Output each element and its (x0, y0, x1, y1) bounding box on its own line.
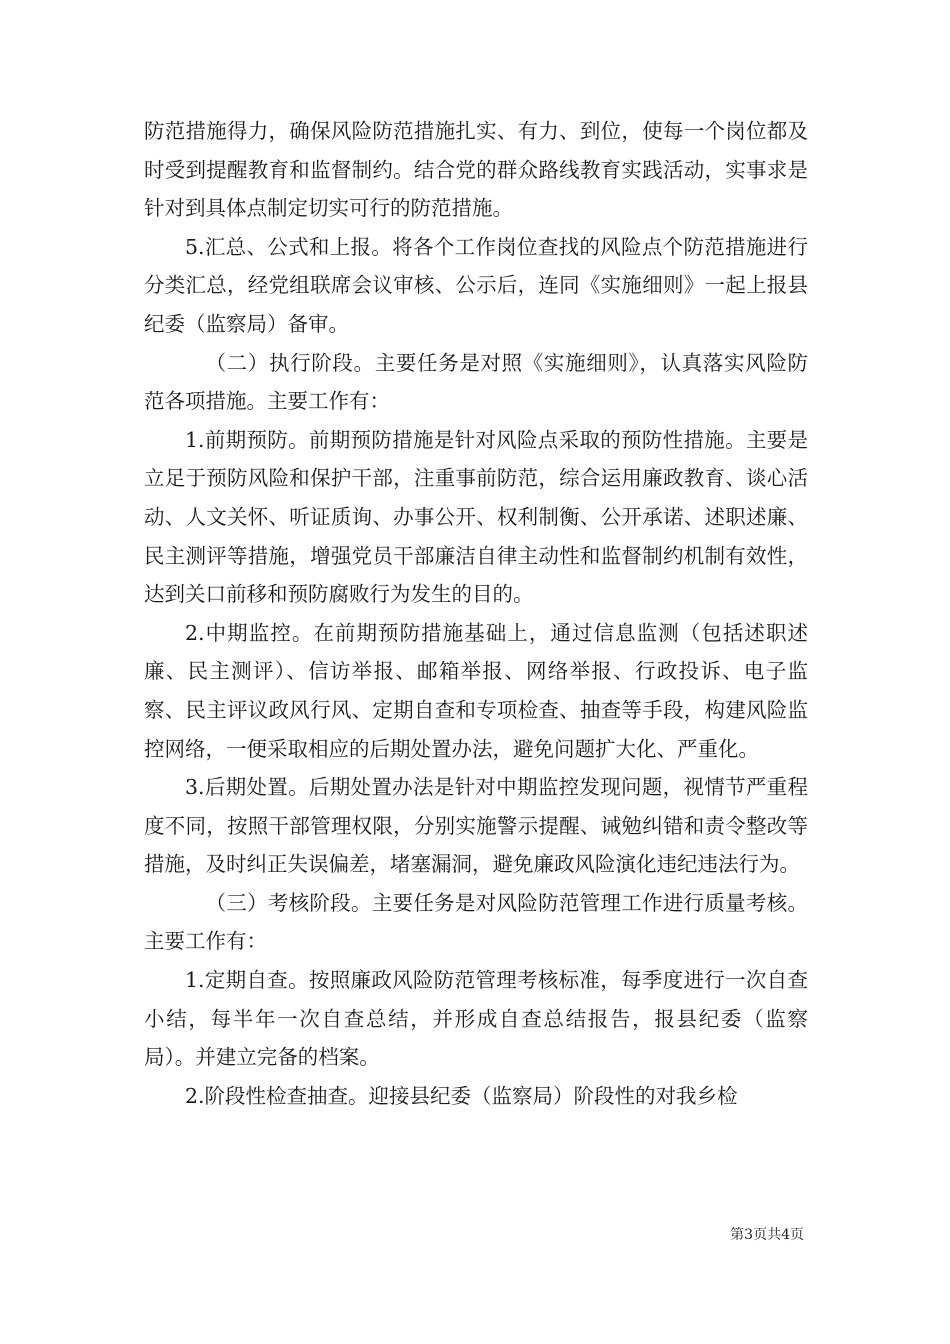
paragraph-item-1-self-check: 1.定期自查。按照廉政风险防范管理考核标准，每季度进行一次自查小结，每半年一次自查总结，并形成自查总结报告，报县纪委（监察局）。并建立完备的档案。 (144, 968, 808, 1070)
paragraph-item-1-prevention: 1.前期预防。前期预防措施是针对风险点采取的预防性措施。主要是立足于预防风险和保护干部，注重事前防范，综合运用廉政教育、谈心活动、人文关怀、听证质询、办事公开、权利制衡、公开承诺、述职述廉、民主测评等措施，增强党员干部廉洁自律主动性和监督制约机制有效性，达到关口前移和预防腐败行为发生的目的。 (144, 427, 808, 607)
section-heading-assessment: （三）考核阶段。主要任务是对风险防范管理工作进行质量考核。主要工作有： (144, 890, 808, 954)
document-body (144, 112, 808, 1115)
paragraph-item-3-handling: 3.后期处置。后期处置办法是针对中期监控发现问题，视情节严重程度不同，按照干部管理权限，分别实施警示提醒、诫勉纠错和责令整改等措施，及时纠正失误偏差，堵塞漏洞，避免廉政风险演化违纪违法行为。 (144, 775, 808, 877)
page-number-footer: 第3页共4页 (730, 1227, 804, 1243)
paragraph-item-2-monitoring: 2.中期监控。在前期预防措施基础上，通过信息监测（包括述职述廉、民主测评）、信访举报、邮箱举报、网络举报、行政投诉、电子监察、民主评议政风行风、定期自查和专项检查、抽查等手段，构建风险监控网络，一便采取相应的后期处置办法，避免问题扩大化、严重化。 (144, 620, 808, 761)
paragraph-item-5: 5.汇总、公式和上报。将各个工作岗位查找的风险点个防范措施进行分类汇总，经党组联席会议审核、公示后，连同《实施细则》一起上报县纪委（监察局）备审。 (144, 234, 808, 336)
paragraph-continuation: 防范措施得力，确保风险防范措施扎实、有力、到位，使每一个岗位都及时受到提醒教育和监督制约。结合党的群众路线教育实践活动，实事求是针对到具体点制定切实可行的防范措施。 (144, 119, 808, 221)
section-heading-execution: （二）执行阶段。主要任务是对照《实施细则》，认真落实风险防范各项措施。主要工作有： (144, 350, 808, 414)
paragraph-item-2-inspection: 2.阶段性检查抽查。迎接县纪委（监察局）阶段性的对我乡检 (185, 1083, 738, 1108)
